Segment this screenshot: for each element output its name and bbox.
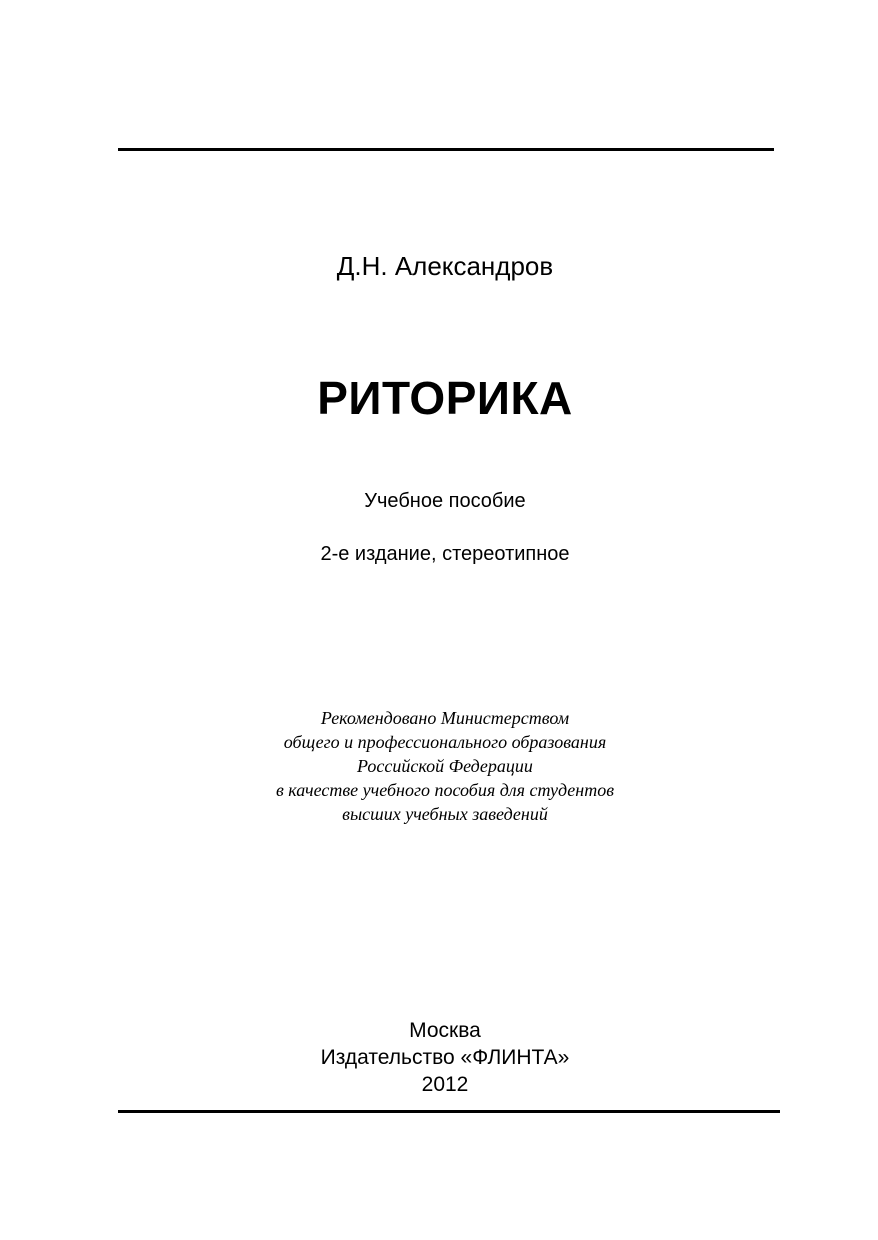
imprint-city: Москва	[409, 1019, 481, 1042]
edition-note: 2-е издание, стереотипное	[320, 543, 570, 565]
recommendation-line: высших учебных заведений	[342, 804, 548, 824]
imprint-block	[0, 1017, 878, 1098]
recommendation-line: Российской Федерации	[357, 756, 533, 776]
imprint-publisher: Издательство «ФЛИНТА»	[320, 1046, 570, 1069]
imprint-year: 2012	[421, 1073, 469, 1096]
book-subtitle: Учебное пособие	[364, 490, 526, 512]
author-name: Д.Н. Александров	[336, 251, 554, 281]
top-rule	[118, 148, 774, 151]
recommendation-block	[0, 706, 878, 826]
recommendation-line: в качестве учебного пособия для студентов	[275, 780, 615, 800]
book-title: РИТОРИКА	[317, 372, 573, 424]
recommendation-line: общего и профессионального образования	[283, 732, 607, 752]
recommendation-line: Рекомендовано Министерством	[320, 708, 570, 728]
bottom-rule	[118, 1110, 780, 1113]
